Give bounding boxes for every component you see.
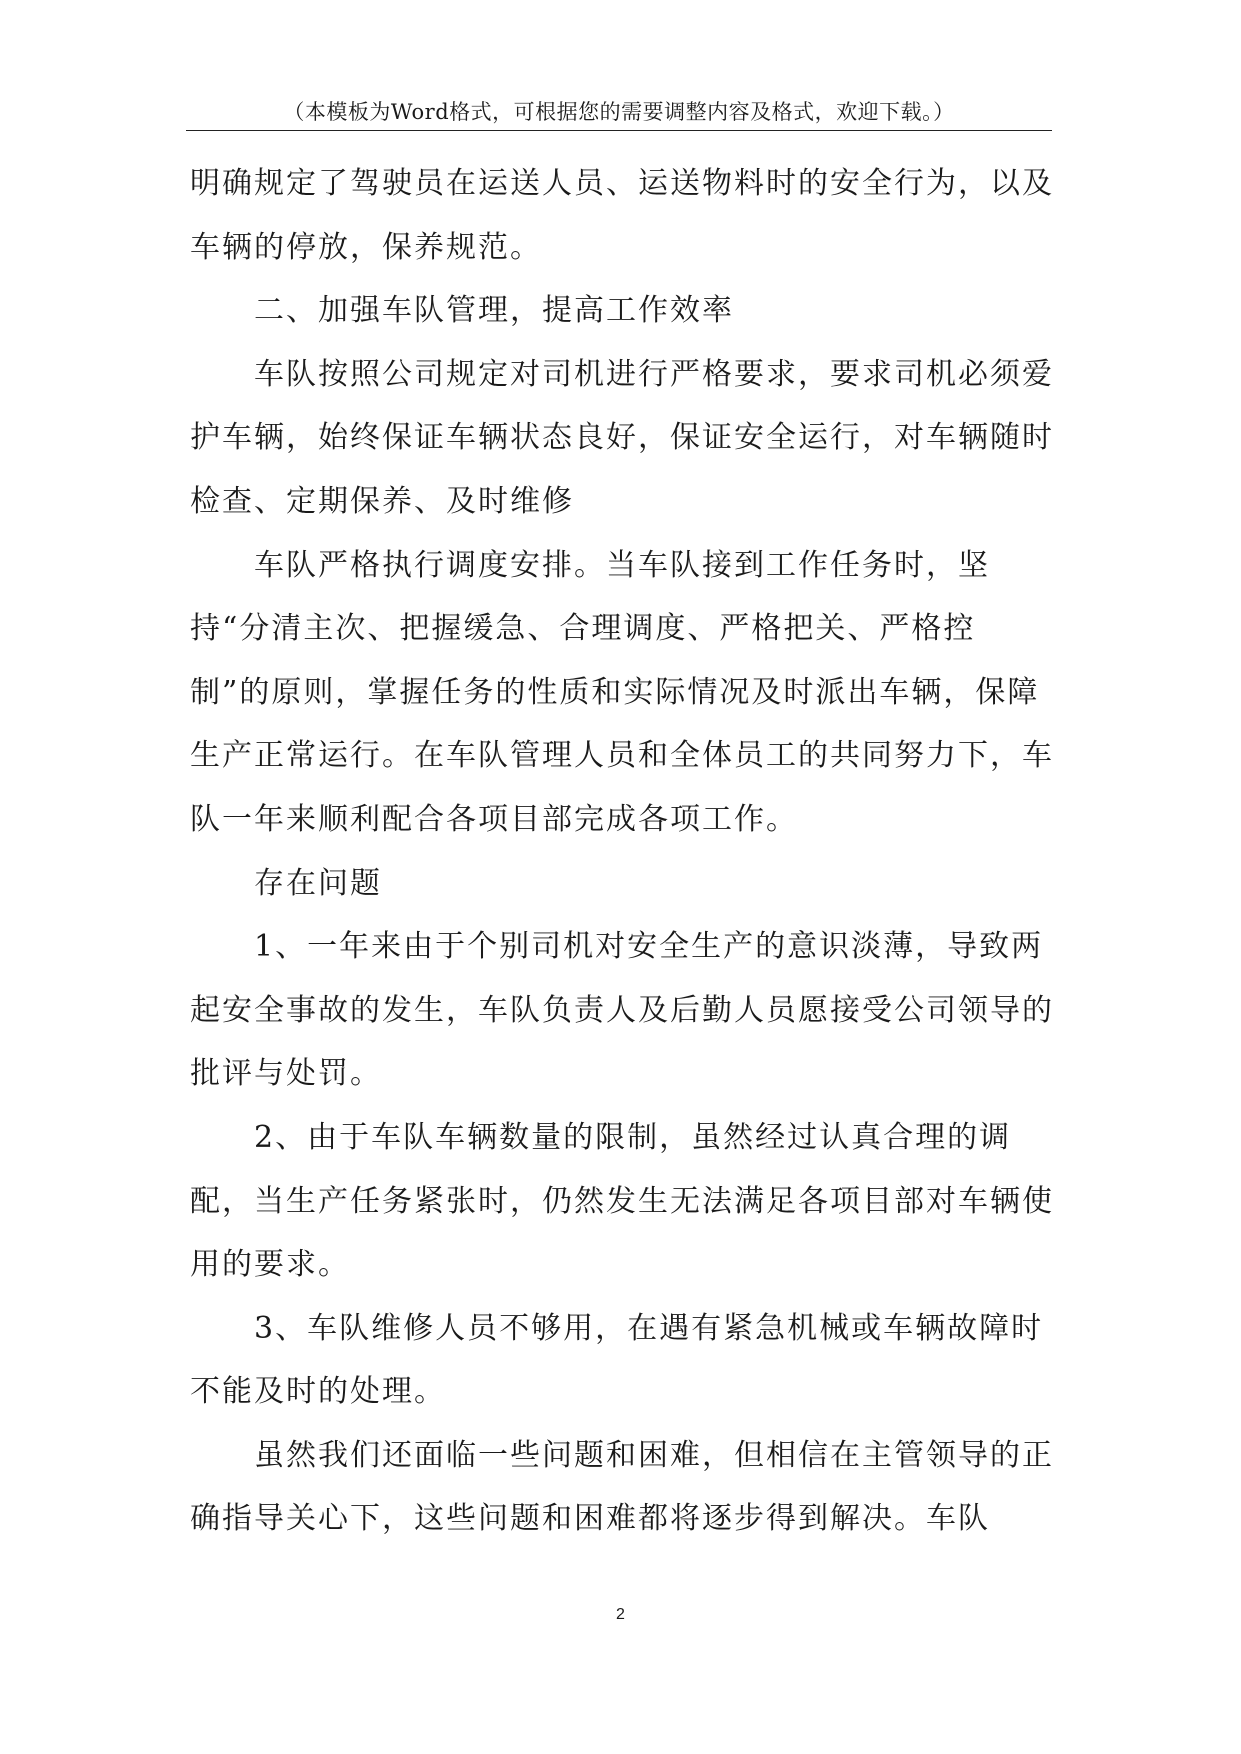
paragraph-driver-requirements: 车队按照公司规定对司机进行严格要求，要求司机必须爱护车辆，始终保证车辆状态良好，保证安全运行，对车辆随时检查、定期保养、及时维修 bbox=[190, 356, 1054, 519]
document-body bbox=[190, 152, 1056, 1551]
template-note-header: （本模板为Word格式，可根据您的需要调整内容及格式，欢迎下载。） bbox=[283, 100, 955, 124]
problem-item-2: 2、由于车队车辆数量的限制，虽然经过认真合理的调配，当生产任务紧张时，仍然发生无法满足各项目部对车辆使用的要求。 bbox=[190, 1119, 1054, 1283]
section-heading-problems: 存在问题 bbox=[254, 865, 382, 901]
paragraph-outlook: 虽然我们还面临一些问题和困难，但相信在主管领导的正确指导关心下，这些问题和困难都将逐步得到解决。车队 bbox=[190, 1437, 1054, 1537]
problem-item-1: 1、一年来由于个别司机对安全生产的意识淡薄，导致两起安全事故的发生，车队负责人及后勤人员愿接受公司领导的批评与处罚。 bbox=[190, 929, 1054, 1092]
section-heading-fleet-management: 二、加强车队管理，提高工作效率 bbox=[254, 293, 734, 329]
problem-item-3: 3、车队维修人员不够用，在遇有紧急机械或车辆故障时不能及时的处理。 bbox=[190, 1310, 1044, 1410]
header-divider bbox=[186, 130, 1052, 131]
page-number: 2 bbox=[616, 1606, 625, 1623]
paragraph-dispatch: 车队严格执行调度安排。当车队接到工作任务时，坚持“分清主次、把握缓急、合理调度、严格把关、严格控制”的原则，掌握任务的性质和实际情况及时派出车辆，保障生产正常运行。在车队管理人员和全体员工的共同努力下，车队一年来顺利配合各项目部完成各项工作。 bbox=[190, 547, 1054, 837]
paragraph-continued: 明确规定了驾驶员在运送人员、运送物料时的安全行为，以及车辆的停放，保养规范。 bbox=[190, 166, 1054, 265]
